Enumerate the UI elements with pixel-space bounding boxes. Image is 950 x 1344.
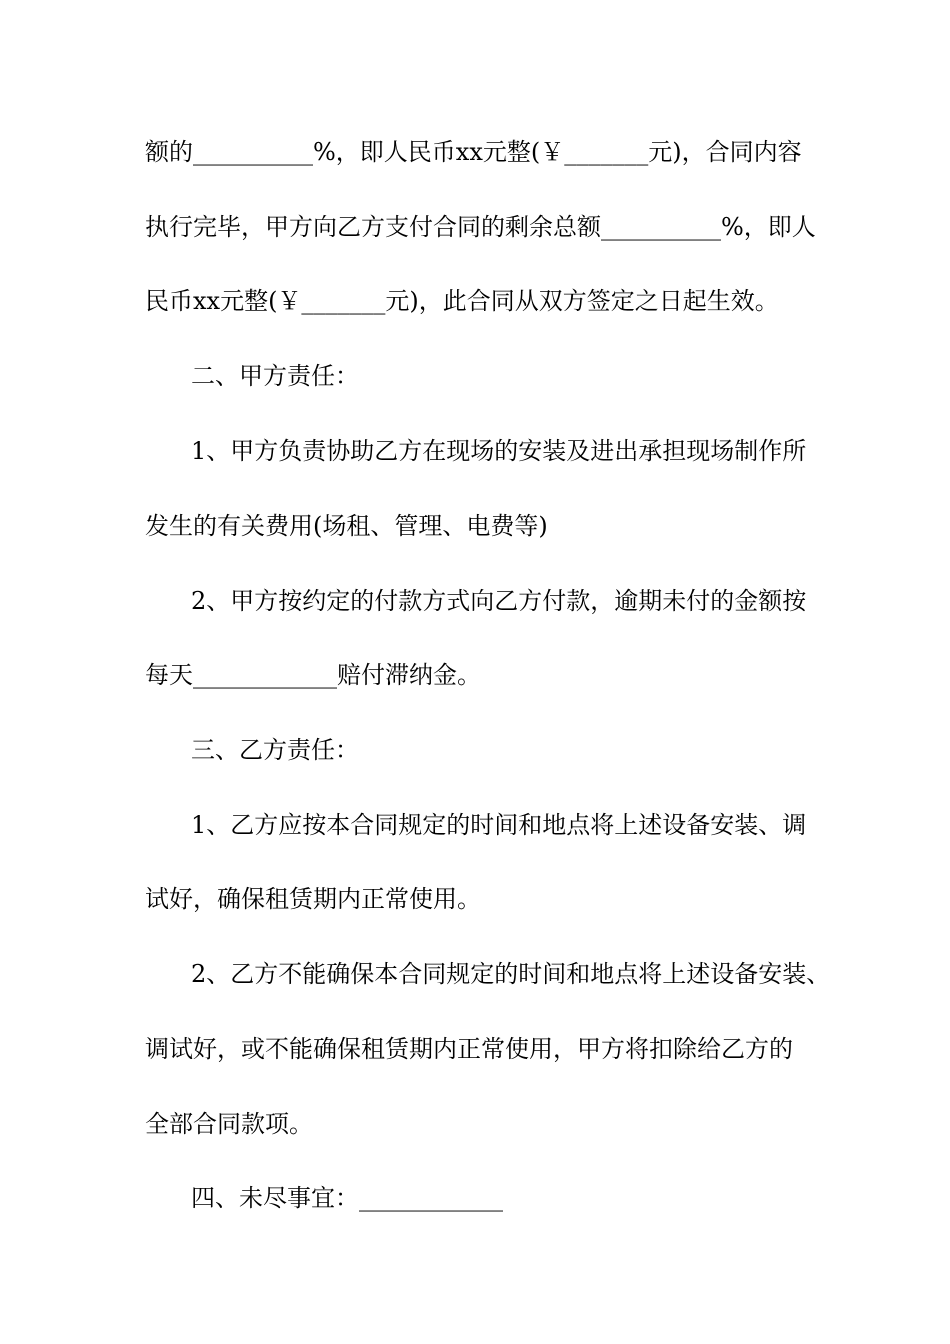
paragraph-line: 发生的有关费用(场租、管理、电费等): [145, 512, 548, 540]
paragraph-line: 2、甲方按约定的付款方式向乙方付款，逾期未付的金额按: [191, 587, 807, 615]
paragraph-line: 调试好，或不能确保租赁期内正常使用，甲方将扣除给乙方的: [145, 1035, 793, 1063]
paragraph-line: 民币xx元整(￥_______元)，此合同从双方签定之日起生效。: [145, 287, 779, 315]
section-heading: 三、乙方责任：: [191, 736, 359, 764]
section-heading: 四、未尽事宜：____________: [191, 1184, 503, 1212]
paragraph-line: 额的__________%，即人民币xx元整(￥_______元)，合同内容: [145, 138, 802, 166]
paragraph-line: 每天____________赔付滞纳金。: [145, 661, 481, 689]
paragraph-line: 2、乙方不能确保本合同规定的时间和地点将上述设备安装、: [191, 960, 831, 988]
paragraph-line: 试好，确保租赁期内正常使用。: [145, 885, 481, 913]
paragraph-line: 1、甲方负责协助乙方在现场的安装及进出承担现场制作所: [191, 437, 807, 465]
paragraph-line: 全部合同款项。: [145, 1110, 313, 1138]
paragraph-line: 执行完毕，甲方向乙方支付合同的剩余总额__________%，即人: [145, 213, 816, 241]
section-heading: 二、甲方责任：: [191, 362, 359, 390]
paragraph-line: 1、乙方应按本合同规定的时间和地点将上述设备安装、调: [191, 811, 807, 839]
